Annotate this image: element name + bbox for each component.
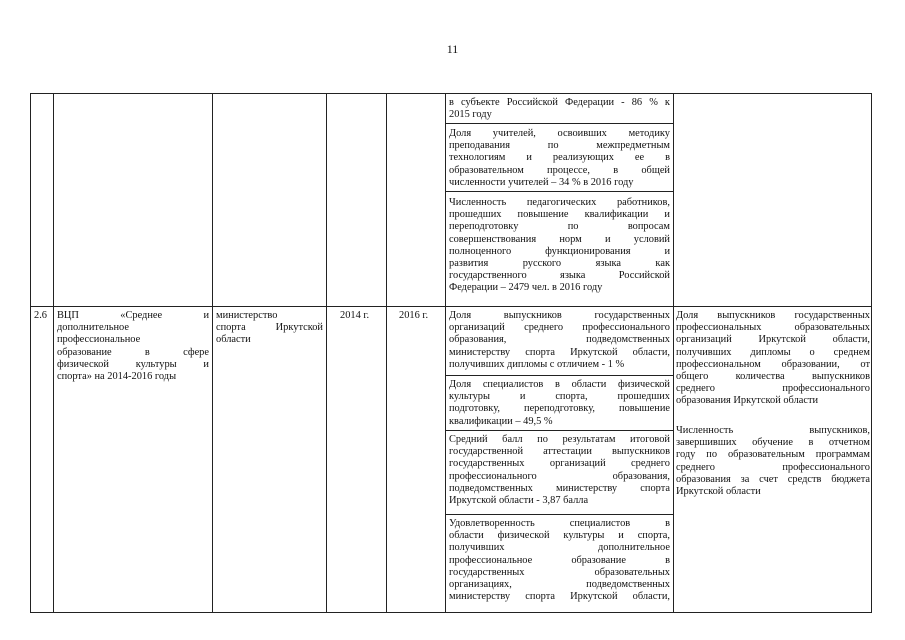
col-divider-2 <box>212 94 213 612</box>
indicator-line: подготовку, переподготовку, повышение <box>449 403 670 415</box>
indicator-line: области физической культуры и спорта, <box>449 530 670 542</box>
indicator-line: Федерации – 2479 чел. в 2016 году <box>449 282 603 294</box>
indicator-line: организаций среднего профессионального <box>449 322 670 334</box>
indicator-line: образовательном процессе, в общей <box>449 164 670 176</box>
program-line: образование в сфере <box>57 346 209 358</box>
indicator-line: Численность педагогических работников, <box>449 197 670 208</box>
indicator-cell <box>449 128 670 189</box>
result-line: Численность выпускников, <box>676 425 870 436</box>
indicator-divider <box>445 514 673 515</box>
indicator-line: Доля специалистов в области физической <box>449 379 670 390</box>
indicator-line: государственных образовательных <box>449 566 670 578</box>
executor <box>216 310 323 347</box>
indicator-line: министерству спорта Иркутской области, <box>449 591 670 603</box>
result-line: Иркутской области <box>676 486 761 498</box>
indicator-line: развития русского языка как <box>449 258 670 270</box>
page-number: 11 <box>446 42 459 56</box>
indicator-line: Доля учителей, освоивших методику <box>449 128 670 139</box>
indicator-cell <box>449 310 670 371</box>
result-cell <box>676 310 870 408</box>
col-divider-4 <box>386 94 387 612</box>
indicator-line: Удовлетворенность специалистов в <box>449 518 670 529</box>
indicator-line: образования, подведомственных <box>449 334 670 346</box>
executor-line: области <box>216 334 251 346</box>
col-divider-5 <box>445 94 446 612</box>
indicator-line: государственной аттестации выпускников <box>449 446 670 458</box>
program-line: дополнительное <box>57 322 129 334</box>
program-line: ВЦП «Среднее и <box>57 310 209 321</box>
indicator-line: Иркутской области - 3,87 балла <box>449 495 589 507</box>
program-line: физической культуры и <box>57 358 209 370</box>
indicator-line: организациях, подведомственных <box>449 579 670 591</box>
program-table <box>30 93 872 613</box>
result-cell <box>676 425 870 498</box>
result-line: организаций Иркутской области, <box>676 334 870 346</box>
indicator-line: в субъекте Российской Федерации - 86 % к <box>449 97 670 108</box>
result-line: профессиональных образовательных <box>676 322 870 334</box>
indicator-cell <box>449 197 670 295</box>
program-line: профессиональное <box>57 334 141 346</box>
col-divider-6 <box>673 94 674 612</box>
executor-line: спорта Иркутской <box>216 322 323 334</box>
indicator-divider <box>445 430 673 431</box>
indicator-cell <box>449 434 670 507</box>
indicator-cell <box>449 379 670 428</box>
program-line: спорта» на 2014-2016 годы <box>57 371 177 383</box>
result-line: получивших дипломы о среднем <box>676 346 870 358</box>
indicator-line: квалификации – 49,5 % <box>449 415 553 427</box>
col-divider-1 <box>53 94 54 612</box>
result-line: образования Иркутской области <box>676 395 819 407</box>
indicator-line: технологиям и реализующих ее в <box>449 152 670 164</box>
indicator-line: Доля выпускников государственных <box>449 310 670 321</box>
indicator-line: численности учителей – 34 % в 2016 году <box>449 176 634 188</box>
result-line: году по образовательным программам <box>676 449 870 461</box>
indicator-line: профессиональное образование в <box>449 554 670 566</box>
indicator-divider <box>445 191 673 192</box>
result-line: Доля выпускников государственных <box>676 310 870 321</box>
indicator-line: совершенствования норм и условий <box>449 233 670 245</box>
indicator-divider <box>445 123 673 124</box>
result-line: среднего профессионального <box>676 383 870 395</box>
result-line: завершивших обучение в отчетном <box>676 437 870 449</box>
indicator-divider <box>445 375 673 376</box>
indicator-line: переподготовку по вопросам <box>449 221 670 233</box>
indicator-line: государственных организаций среднего <box>449 458 670 470</box>
end-year: 2016 г. <box>399 310 429 321</box>
result-line: профессиональном образовании, от <box>676 358 870 370</box>
indicator-line: министерству спорта Иркутской области, <box>449 346 670 358</box>
indicator-line: получивших дополнительное <box>449 542 670 554</box>
indicator-line: 2015 году <box>449 109 492 121</box>
row-divider <box>31 306 871 307</box>
indicator-line: профессионального образования, <box>449 470 670 482</box>
start-year: 2014 г. <box>340 310 370 321</box>
indicator-line: преподавания по межпредметным <box>449 140 670 152</box>
executor-line: министерство <box>216 310 278 321</box>
indicator-cell <box>449 518 670 603</box>
indicator-cell <box>449 97 670 121</box>
indicator-line: Средний балл по результатам итоговой <box>449 434 670 445</box>
program-name <box>57 310 209 383</box>
result-line: образования за счет средств бюджета <box>676 473 870 485</box>
indicator-line: подведомственных министерству спорта <box>449 482 670 494</box>
result-line: среднего профессионального <box>676 461 870 473</box>
col-divider-3 <box>326 94 327 612</box>
indicator-line: культуры и спорта, прошедших <box>449 391 670 403</box>
row-number: 2.6 <box>34 310 47 321</box>
indicator-line: государственного языка Российской <box>449 270 670 282</box>
indicator-line: полноценного функционирования и <box>449 245 670 257</box>
indicator-line: прошедших повышение квалификации и <box>449 209 670 221</box>
indicator-line: получивших дипломы с отличием - 1 % <box>449 358 625 370</box>
result-line: общего количества выпускников <box>676 371 870 383</box>
